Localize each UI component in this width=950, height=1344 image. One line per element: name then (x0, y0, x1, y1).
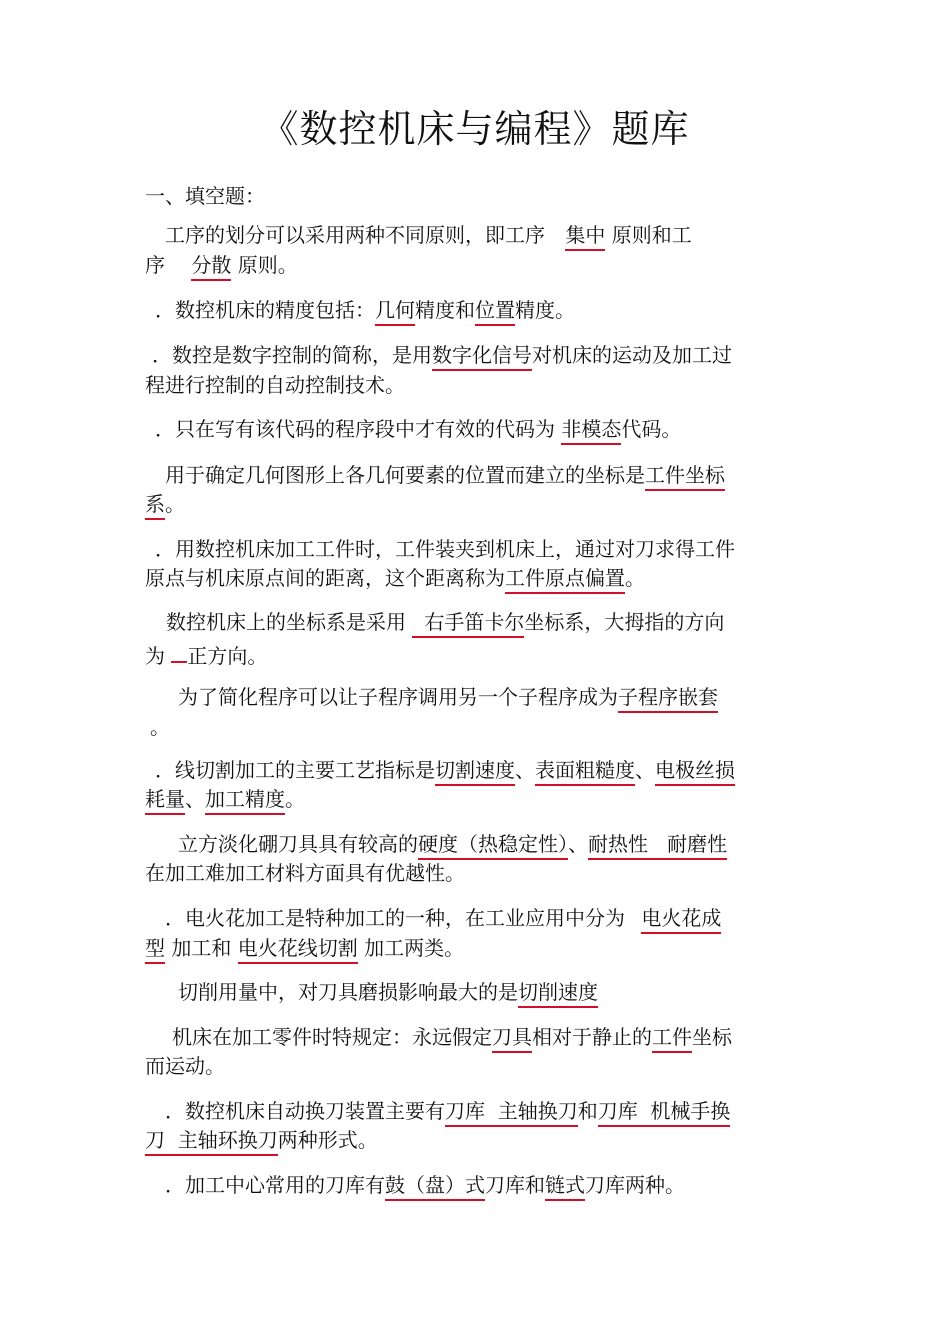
question-1-line-1: 工序的划分可以采用两种不同原则，即工序 集中 原则和工 (165, 222, 692, 248)
page-title: 《数控机床与编程》题库 (260, 107, 690, 151)
answer-blank: 几何 (375, 298, 415, 326)
answer-blank: 电火花线切割 (238, 936, 358, 964)
question-12: 切削用量中，对刀具磨损影响最大的是切削速度 (178, 979, 598, 1005)
answer-blank: 分散 (191, 253, 231, 281)
answer-blank: 型 (145, 936, 165, 964)
answer-blank: 耐热性 耐磨性 (588, 832, 727, 860)
question-5-line-2: 系。 (145, 491, 185, 517)
question-8-line-2: 。 (150, 715, 170, 739)
question-14-line-2: 刀 主轴环换刀两种形式。 (145, 1127, 378, 1153)
question-9-line-1: ．线切割加工的主要工艺指标是切割速度、表面粗糙度、电极丝损 (155, 757, 735, 783)
answer-blank: 非模态 (561, 417, 621, 445)
question-6-line-2: 原点与机床原点间的距离，这个距离称为工件原点偏置。 (145, 565, 645, 591)
question-4: ．只在写有该代码的程序段中才有效的代码为 非模态代码。 (155, 416, 681, 442)
question-6-line-1: ．用数控机床加工工件时，工件装夹到机床上，通过对刀求得工件 (155, 537, 735, 561)
answer-blank (171, 639, 187, 663)
question-7-line-2: 为 正方向。 (145, 639, 267, 665)
answer-blank: 工件坐标 (645, 463, 725, 491)
answer-blank: 切割速度 (435, 758, 515, 786)
answer-blank: 右手笛卡尔 (412, 610, 524, 638)
question-3-line-1: ．数控是数字控制的简称，是用数字化信号对机床的运动及加工过 (152, 342, 732, 368)
answer-blank: 链式 (545, 1173, 585, 1201)
answer-blank: 电极丝损 (655, 758, 735, 786)
answer-blank: 加工精度 (205, 787, 285, 815)
answer-blank: 切削速度 (518, 980, 598, 1008)
answer-blank: 系 (145, 492, 165, 520)
question-1-line-2: 序 分散 原则。 (145, 252, 298, 278)
answer-blank: 刀库 主轴换刀 (445, 1099, 578, 1127)
answer-blank: 电火花成 (641, 906, 721, 934)
answer-blank: 硬度（热稳定性） (418, 832, 568, 860)
question-9-line-2: 耗量、加工精度。 (145, 786, 305, 812)
question-2: ．数控机床的精度包括：几何精度和位置精度。 (155, 297, 575, 323)
question-11-line-2: 型 加工和 电火花线切割 加工两类。 (145, 935, 464, 961)
question-11-line-1: ．电火花加工是特种加工的一种，在工业应用中分为 电火花成 (165, 905, 721, 931)
answer-blank: 工件原点偏置 (505, 566, 625, 594)
answer-blank: 工件 (652, 1025, 692, 1053)
answer-blank: 鼓（盘）式 (385, 1173, 485, 1201)
answer-blank: 耗量 (145, 787, 185, 815)
question-10-line-1: 立方淡化硼刀具具有较高的硬度（热稳定性）、耐热性 耐磨性 (178, 831, 727, 857)
section-heading: 一、填空题： (145, 184, 265, 208)
question-3-line-2: 程进行控制的自动控制技术。 (145, 373, 405, 397)
answer-blank: 刀 主轴环换刀 (145, 1128, 278, 1156)
answer-blank: 表面粗糙度 (535, 758, 635, 786)
question-5-line-1: 用于确定几何图形上各几何要素的位置而建立的坐标是工件坐标 (165, 462, 725, 488)
answer-blank: 数字化信号 (432, 343, 532, 371)
question-13-line-2: 而运动。 (145, 1054, 225, 1078)
question-14-line-1: ．数控机床自动换刀装置主要有刀库 主轴换刀和刀库 机械手换 (165, 1098, 730, 1124)
question-7-line-1: 数控机床上的坐标系是采用 右手笛卡尔坐标系，大拇指的方向 (166, 609, 724, 635)
answer-blank: 子程序嵌套 (618, 685, 718, 713)
answer-blank: 位置 (475, 298, 515, 326)
question-15: ．加工中心常用的刀库有鼓（盘）式刀库和链式刀库两种。 (165, 1172, 685, 1198)
answer-blank: 集中 (565, 223, 605, 251)
question-13-line-1: 机床在加工零件时特规定：永远假定刀具相对于静止的工件坐标 (172, 1024, 732, 1050)
question-8-line-1: 为了简化程序可以让子程序调用另一个子程序成为子程序嵌套 (178, 684, 718, 710)
answer-blank: 刀库 机械手换 (598, 1099, 731, 1127)
answer-blank: 刀具 (492, 1025, 532, 1053)
question-10-line-2: 在加工难加工材料方面具有优越性。 (145, 861, 465, 885)
